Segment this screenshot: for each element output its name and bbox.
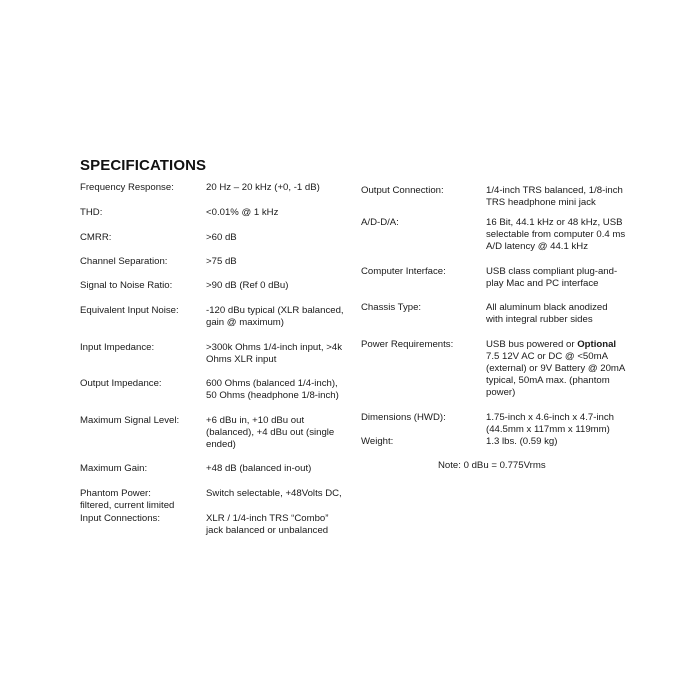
spec-label: Maximum Signal Level: [80,415,180,426]
spec-label: Input Impedance: [80,342,155,353]
spec-value: 1.75-inch x 4.6-inch x 4.7-inch (44.5mm x 117mm x 119mm) [486,412,614,435]
spec-label: Maximum Gain: [80,463,148,474]
spec-label: Chassis Type: [361,302,422,313]
spec-label: Phantom Power: filtered, current limited [80,488,175,511]
spec-value: >60 dB [206,232,237,243]
spec-label: Output Impedance: [80,378,162,389]
note-text: Note: 0 dBu = 0.775Vrms [438,460,546,471]
spec-value: USB class compliant plug-and- play Mac and PC interface [486,266,618,289]
spec-label: Equivalent Input Noise: [80,305,179,316]
spec-value: 16 Bit, 44.1 kHz or 48 kHz, USB selectable from computer 0.4 ms A/D latency @ 44.1 kHz [486,217,626,252]
spec-value: -120 dBu typical (XLR balanced, gain @ maximum) [206,305,344,328]
spec-label: Power Requirements: [361,339,454,350]
spec-label: CMRR: [80,232,112,243]
spec-value: 1.3 lbs. (0.59 kg) [486,436,558,447]
spec-label: Output Connection: [361,185,444,196]
spec-label: Signal to Noise Ratio: [80,280,173,291]
spec-value: USB bus powered or Optional 7.5 12V AC or DC @ <50mA (external) or 9V Battery @ 20mA typical, 50mA max. (phantom power) [486,339,626,398]
spec-value: 1/4-inch TRS balanced, 1/8-inch TRS headphone mini jack [486,185,623,208]
spec-label: Channel Separation: [80,256,168,267]
spec-label: Frequency Response: [80,182,174,193]
spec-value: +6 dBu in, +10 dBu out (balanced), +4 dBu out (single ended) [206,415,335,450]
page-title: SPECIFICATIONS [80,157,207,174]
spec-value: <0.01% @ 1 kHz [206,207,279,218]
spec-label: Input Connections: [80,513,161,524]
spec-label: Dimensions (HWD): [361,412,446,423]
spec-value: XLR / 1/4-inch TRS “Combo” jack balanced or unbalanced [206,513,329,536]
optional-emphasis: Optional [577,339,617,350]
spec-label: A/D-D/A: [361,217,399,228]
spec-value: 20 Hz – 20 kHz (+0, -1 dB) [206,182,320,193]
spec-value: >90 dB (Ref 0 dBu) [206,280,289,291]
spec-label: Computer Interface: [361,266,446,277]
spec-value: All aluminum black anodized with integral rubber sides [486,302,608,325]
spec-value: +48 dB (balanced in-out) [206,463,312,474]
spec-value: >300k Ohms 1/4-inch input, >4k Ohms XLR input [206,342,342,365]
spec-value: >75 dB [206,256,237,267]
spec-label: Weight: [361,436,394,447]
spec-value: Switch selectable, +48Volts DC, [206,488,342,499]
spec-label: THD: [80,207,103,218]
spec-value: 600 Ohms (balanced 1/4-inch), 50 Ohms (headphone 1/8-inch) [206,378,339,401]
